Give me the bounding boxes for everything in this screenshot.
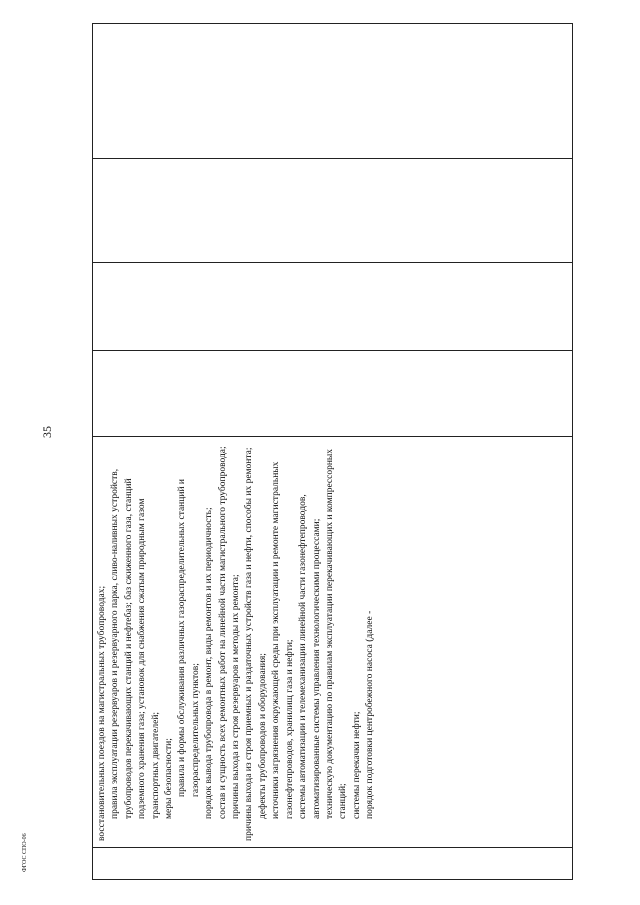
topic-item: системы перекачки нефти; [351, 711, 362, 819]
rotated-table-wrapper [92, 30, 573, 880]
page-number: 35 [40, 426, 54, 438]
competency-table [92, 23, 573, 880]
topic-item: восстановительных поездов на магистральных трубопроводах; [97, 585, 107, 841]
topic-item: состав и сущность всех ремонтных работ на линейной части магистрального трубопровода; [217, 446, 228, 819]
topic-item: дефекты трубопроводов и оборудования; [257, 653, 268, 819]
topic-list [93, 437, 380, 847]
topic-item: правила эксплуатации резервуаров и резервуарного парка, сливо-наливных устройств, трубопроводов перекачивающих станций и нефтебаз; баз сжиженного газа, станций подземного хранения газа; установок для снабжения сжатым природным газом транспортных двигателей; [110, 468, 161, 819]
topic-item: причины выхода из строя приемных и раздаточных устройств газа и нефти, способы их ремонта; [244, 447, 255, 841]
topic-item: порядок подготовки центробежного насоса (далее - [365, 610, 376, 819]
topic-item: правила и формы обслуживания различных газораспределительных станций и газораспределительных пунктов; [177, 479, 201, 797]
table-cell-empty-3 [93, 159, 573, 263]
topic-item: источники загрязнения окружающей среды при эксплуатации и ремонте магистральных газонефтепроводов, хранилищ газа и нефти; [271, 461, 295, 819]
topic-item: системы автоматизации и телемеханизации линейной части газонефтепроводов, автоматизированные системы управления технологическими процессами; [298, 494, 322, 819]
table-cell-empty-1 [93, 351, 573, 437]
table-cell-empty-2 [93, 263, 573, 351]
table-row [93, 24, 573, 880]
topic-item: техническую документацию по правилам эксплуатации перекачивающих и компрессорных станций; [324, 448, 349, 819]
table-cell-empty-4 [93, 24, 573, 159]
table-cell-index [93, 848, 573, 880]
table-cell-topics [93, 437, 573, 848]
topic-item: меры безопасности; [164, 738, 175, 819]
footer-code: ФГОС СПО-06 [22, 833, 28, 872]
topic-item: порядок вывода трубопровода в ремонт, виды ремонтов и их периодичность; [204, 507, 215, 819]
topic-item: причины выхода из строя резервуаров и методы их ремонта; [231, 574, 242, 819]
